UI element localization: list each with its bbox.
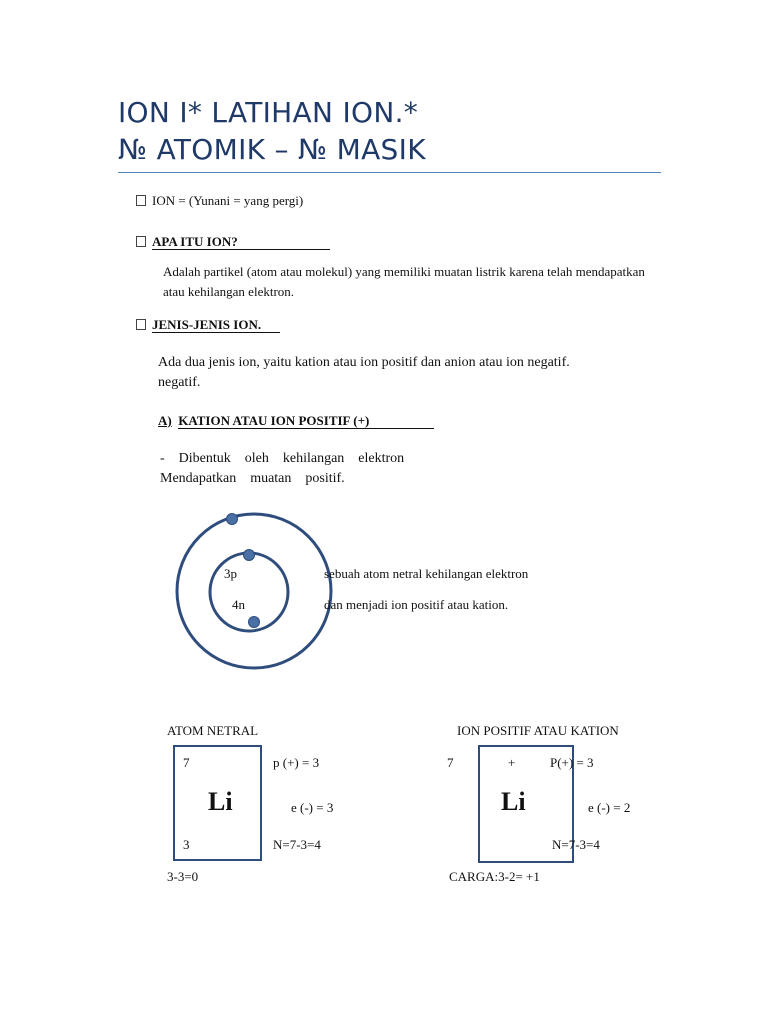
atom-netral-number: 3 (183, 837, 190, 852)
apa-heading-row (136, 234, 330, 250)
atom-netral-heading: ATOM NETRAL (167, 723, 259, 738)
atom-netral-electrons: e (-) = 3 (291, 800, 334, 815)
ion-positif-neutrons: N=7-3=4 (552, 837, 600, 852)
kation-heading: KATION ATAU ION POSITIF (+) (178, 414, 434, 429)
kation-line-2: Mendapatkan muatan positif. (160, 471, 345, 486)
jenis-heading-row (136, 317, 280, 333)
atom-orbit-diagram (160, 505, 350, 680)
electron-inner-bottom (249, 617, 260, 628)
jenis-body-line-1: Ada dua jenis ion, yaitu kation atau ion positif dan anion atau ion negatif. (158, 355, 570, 370)
atom-netral-mass: 7 (183, 755, 190, 770)
checkbox-bullet-icon (136, 195, 146, 206)
electron-inner-top (244, 550, 255, 561)
kation-line-1: - Dibentuk oleh kehilangan elektron (160, 451, 405, 466)
atom-netral-neutrons: N=7-3=4 (273, 837, 321, 852)
atom-netral-protons: p (+) = 3 (273, 755, 320, 770)
ion-positif-charge: CARGA:3-2= +1 (449, 869, 540, 884)
ion-positif-symbol: Li (501, 787, 526, 816)
atom-netral-charge: 3-3=0 (167, 869, 199, 884)
kation-label: A) (158, 413, 172, 428)
ion-definition-text: ION = (Yunani = yang pergi) (152, 193, 304, 208)
ion-positif-heading: ION POSITIF ATAU KATION (457, 723, 619, 738)
apa-body-line-1: Adalah partikel (atom atau molekul) yang memiliki muatan listrik karena telah mendapatkan (163, 264, 645, 279)
outer-orbit (177, 514, 331, 668)
checkbox-bullet-icon (136, 319, 146, 330)
title-line-2: № ATOMIK – № MASIK (118, 133, 426, 166)
checkbox-bullet-icon (136, 236, 146, 247)
ion-positif-mass: 7 (447, 755, 454, 770)
ion-definition (136, 193, 303, 209)
atom-netral-symbol: Li (208, 787, 233, 816)
title-divider (118, 172, 661, 173)
jenis-body-line-2: negatif. (158, 375, 201, 390)
kation-heading-row (158, 413, 434, 429)
apa-heading: APA ITU ION? (152, 235, 330, 250)
ion-positif-plus: + (508, 755, 516, 770)
nucleus-neutrons: 4n (232, 597, 245, 612)
nucleus-protons: 3p (224, 566, 237, 581)
apa-body-line-2: atau kehilangan elektron. (163, 284, 295, 299)
ion-positif-electrons: e (-) = 2 (588, 800, 631, 815)
ion-positif-protons: P(+) = 3 (550, 755, 594, 770)
diagram-caption-2: dan menjadi ion positif atau kation. (324, 597, 509, 612)
diagram-caption-1: sebuah atom netral kehilangan elektron (324, 566, 529, 581)
title-line-1: ION I* LATIHAN ION.* (118, 96, 419, 129)
jenis-heading: JENIS-JENIS ION. (152, 318, 280, 333)
electron-outer (227, 514, 238, 525)
